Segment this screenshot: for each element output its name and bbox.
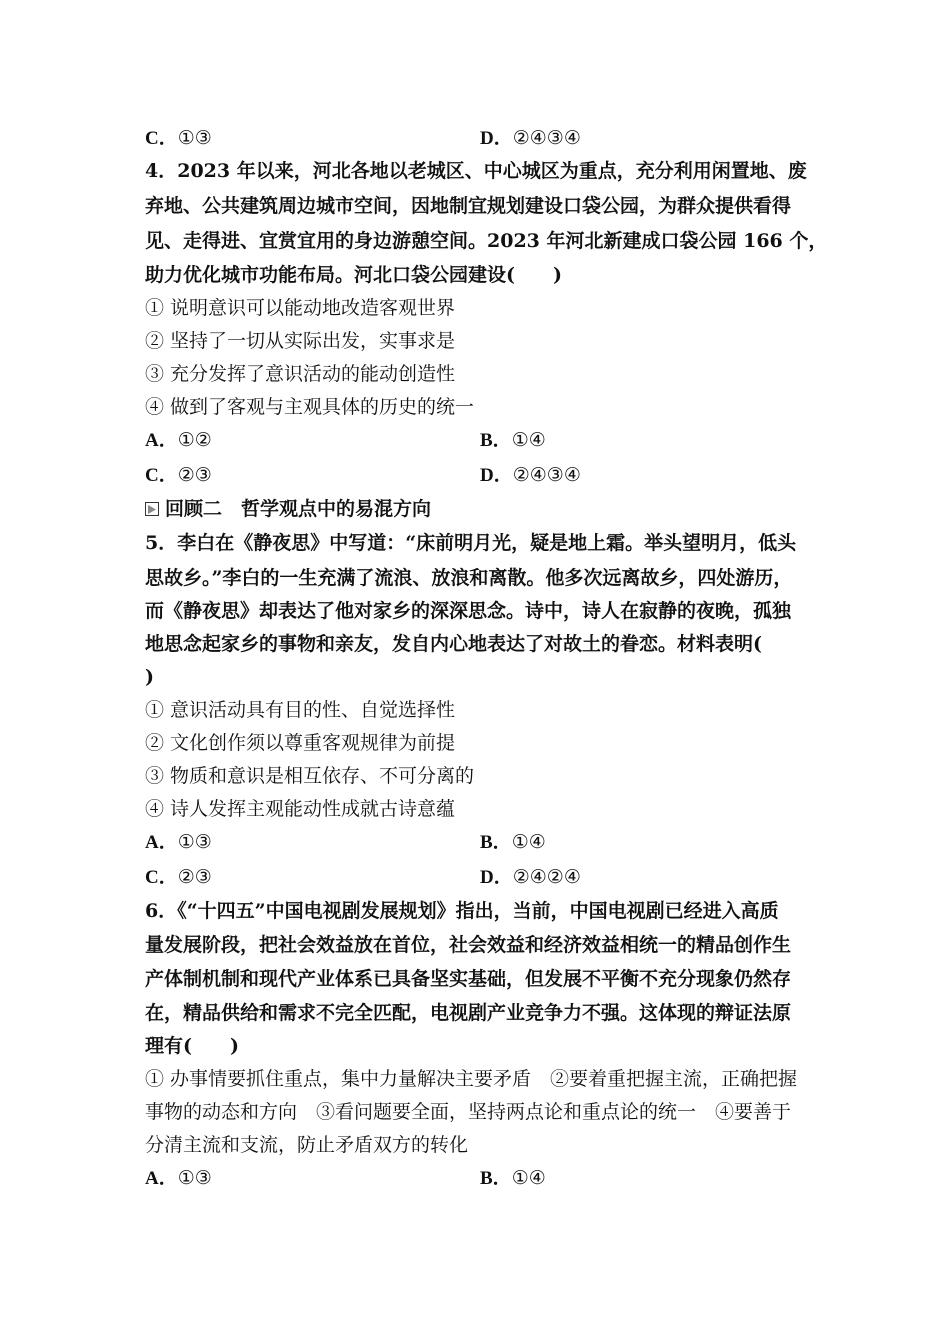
- q6-stem-line-2: 量发展阶段，把社会效益放在首位，社会效益和经济效益相统一的精品创作生: [145, 934, 792, 956]
- q4-stem-line-1: 4．2023 年以来，河北各地以老城区、中心城区为重点，充分利用闲置地、废: [145, 160, 807, 182]
- option-text: ②④③④: [512, 127, 581, 149]
- option-letter: B．: [480, 832, 512, 853]
- q3-option-d[interactable]: [480, 125, 581, 151]
- q5-item-4: ④ 诗人发挥主观能动性成就古诗意蕴: [145, 798, 456, 820]
- option-text: ①③: [177, 127, 212, 149]
- q5-stem-line-5: ): [145, 666, 154, 688]
- option-letter: C．: [145, 128, 178, 149]
- option-letter: C．: [145, 867, 178, 888]
- q4-stem-line-2: 弃地、公共建筑周边城市空间，因地制宜规划建设口袋公园，为群众提供看得: [145, 195, 792, 217]
- q4-item-4: ④ 做到了客观与主观具体的历史的统一: [145, 396, 475, 418]
- option-letter: D．: [480, 867, 513, 888]
- q6-items-line-2: 事物的动态和方向 ③看问题要全面，坚持两点论和重点论的统一 ④要善于: [145, 1101, 792, 1123]
- q6-option-a[interactable]: [145, 1165, 212, 1191]
- q6-items-line-1: ① 办事情要抓住重点，集中力量解决主要矛盾 ②要着重把握主流，正确把握: [145, 1068, 798, 1090]
- q5-stem-line-3: 而《静夜思》却表达了他对家乡的深深思念。诗中，诗人在寂静的夜晚，孤独: [145, 600, 792, 622]
- option-text: ①③: [177, 831, 212, 853]
- section-title: 回顾二 哲学观点中的易混方向: [165, 498, 432, 520]
- option-letter: A．: [145, 430, 178, 451]
- play-triangle-icon: [145, 502, 159, 516]
- q4-stem-line-3: 见、走得进、宜赏宜用的身边游憩空间。2023 年河北新建成口袋公园 166 个，: [145, 230, 828, 252]
- option-text: ①②: [177, 429, 212, 451]
- option-text: ①④: [511, 831, 546, 853]
- q3-option-c[interactable]: [145, 125, 212, 151]
- q5-item-1: ① 意识活动具有目的性、自觉选择性: [145, 699, 456, 721]
- q4-item-2: ② 坚持了一切从实际出发，实事求是: [145, 330, 456, 352]
- option-text: ①④: [511, 429, 546, 451]
- q6-items-line-3: 分清主流和支流，防止矛盾双方的转化: [145, 1134, 469, 1156]
- option-text: ②③: [177, 464, 212, 486]
- option-letter: B．: [480, 1168, 512, 1189]
- q4-stem-line-4: 助力优化城市功能布局。河北口袋公园建设( ): [145, 264, 562, 286]
- option-letter: B．: [480, 430, 512, 451]
- option-text: ①③: [177, 1167, 212, 1189]
- option-text: ②④③④: [512, 464, 581, 486]
- q6-stem-line-1: 6．《“十四五”中国电视剧发展规划》指出，当前，中国电视剧已经进入高质: [145, 900, 779, 922]
- q4-option-b[interactable]: [480, 427, 546, 453]
- q6-stem-line-3: 产体制机制和现代产业体系已具备坚实基础，但发展不平衡不充分现象仍然存: [145, 968, 792, 990]
- q4-option-a[interactable]: [145, 427, 212, 453]
- q5-item-3: ③ 物质和意识是相互依存、不可分离的: [145, 765, 475, 787]
- q5-option-d[interactable]: [480, 864, 581, 890]
- option-text: ①④: [511, 1167, 546, 1189]
- option-letter: A．: [145, 1168, 178, 1189]
- q6-option-b[interactable]: [480, 1165, 546, 1191]
- q6-stem-line-5: 理有( ): [145, 1035, 239, 1057]
- option-text: ②④②④: [512, 866, 581, 888]
- q5-option-a[interactable]: [145, 829, 212, 855]
- q5-option-b[interactable]: [480, 829, 546, 855]
- q5-item-2: ② 文化创作须以尊重客观规律为前提: [145, 732, 456, 754]
- q4-item-3: ③ 充分发挥了意识活动的能动创造性: [145, 363, 456, 385]
- q5-stem-line-1: 5．李白在《静夜思》中写道：“床前明月光，疑是地上霜。举头望明月，低头: [145, 532, 797, 554]
- q4-item-1: ① 说明意识可以能动地改造客观世界: [145, 297, 456, 319]
- option-letter: C．: [145, 465, 178, 486]
- q5-stem-line-4: 地思念起家乡的事物和亲友，发自内心地表达了对故土的眷恋。材料表明(: [145, 633, 762, 655]
- section-header: [145, 496, 431, 522]
- option-text: ②③: [177, 866, 212, 888]
- option-letter: D．: [480, 465, 513, 486]
- q4-option-c[interactable]: [145, 462, 212, 488]
- option-letter: D．: [480, 128, 513, 149]
- q4-option-d[interactable]: [480, 462, 581, 488]
- q5-option-c[interactable]: [145, 864, 212, 890]
- q5-stem-line-2: 思故乡。”李白的一生充满了流浪、放浪和离散。他多次远离故乡，四处游历，: [145, 567, 793, 589]
- q6-stem-line-4: 在，精品供给和需求不完全匹配，电视剧产业竞争力不强。这体现的辩证法原: [145, 1002, 792, 1024]
- option-letter: A．: [145, 832, 178, 853]
